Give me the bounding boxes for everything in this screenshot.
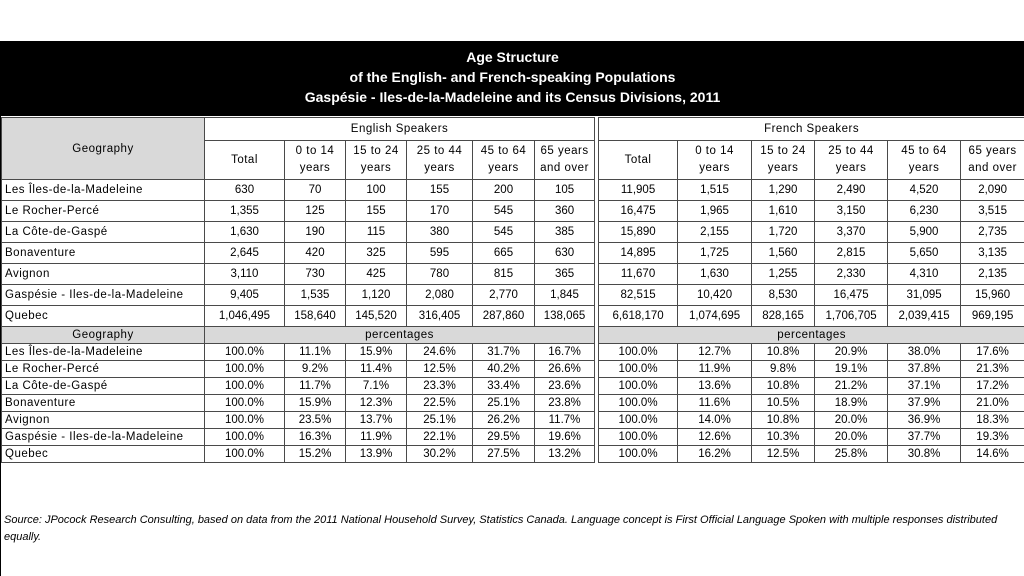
column-label-line2: years — [424, 162, 455, 174]
english-count-cell: 316,405 — [407, 306, 473, 327]
table-row — [2, 306, 1024, 327]
french-percent-cell: 25.8% — [815, 446, 888, 463]
column-label-line2: years — [835, 162, 867, 174]
french-count-cell: 1,255 — [752, 264, 815, 285]
french-count-cell: 5,900 — [888, 222, 961, 243]
english-percent-cell: 24.6% — [407, 344, 473, 361]
row-geography: Bonaventure — [2, 243, 205, 264]
column-header-en — [346, 141, 407, 180]
french-percent-cell: 100.0% — [599, 446, 678, 463]
english-percent-cell: 100.0% — [205, 412, 285, 429]
column-header-fr — [888, 141, 961, 180]
english-percent-cell: 100.0% — [205, 344, 285, 361]
french-count-cell: 828,165 — [752, 306, 815, 327]
column-label-line1: 0 to 14 — [295, 145, 335, 157]
english-speakers-header: English Speakers — [205, 118, 595, 141]
english-count-cell: 70 — [285, 180, 346, 201]
french-percent-cell: 21.2% — [815, 378, 888, 395]
french-count-cell: 3,515 — [961, 201, 1024, 222]
french-count-cell: 2,735 — [961, 222, 1024, 243]
french-percent-cell: 100.0% — [599, 412, 678, 429]
english-count-cell: 2,770 — [473, 285, 535, 306]
english-percent-cell: 16.7% — [535, 344, 595, 361]
english-count-cell: 138,065 — [535, 306, 595, 327]
english-count-cell: 170 — [407, 201, 473, 222]
english-percent-cell: 100.0% — [205, 378, 285, 395]
table-row — [2, 243, 1024, 264]
french-count-cell: 4,520 — [888, 180, 961, 201]
english-count-cell: 385 — [535, 222, 595, 243]
french-count-cell: 1,515 — [678, 180, 752, 201]
french-percent-cell: 21.3% — [961, 361, 1024, 378]
column-label-line1: 15 to 24 — [353, 145, 399, 157]
english-count-cell: 1,630 — [205, 222, 285, 243]
english-count-cell: 200 — [473, 180, 535, 201]
english-percent-cell: 33.4% — [473, 378, 535, 395]
english-count-cell: 190 — [285, 222, 346, 243]
french-percent-cell: 100.0% — [599, 378, 678, 395]
french-percent-cell: 37.1% — [888, 378, 961, 395]
french-percent-cell: 21.0% — [961, 395, 1024, 412]
row-geography: La Côte-de-Gaspé — [2, 378, 205, 395]
french-percent-cell: 37.8% — [888, 361, 961, 378]
english-percent-cell: 23.8% — [535, 395, 595, 412]
english-count-cell: 1,355 — [205, 201, 285, 222]
column-header-en — [407, 141, 473, 180]
column-label-line1: 45 to 64 — [901, 145, 947, 157]
french-count-cell: 1,706,705 — [815, 306, 888, 327]
french-count-cell: 1,290 — [752, 180, 815, 201]
french-count-cell: 2,039,415 — [888, 306, 961, 327]
english-percent-cell: 29.5% — [473, 429, 535, 446]
french-percent-cell: 12.6% — [678, 429, 752, 446]
french-percent-cell: 38.0% — [888, 344, 961, 361]
english-percent-cell: 11.7% — [535, 412, 595, 429]
age-structure-table — [1, 117, 1024, 463]
table-row — [2, 395, 1024, 412]
english-percent-cell: 11.1% — [285, 344, 346, 361]
french-percent-cell: 17.6% — [961, 344, 1024, 361]
row-geography: Avignon — [2, 412, 205, 429]
french-count-cell: 2,135 — [961, 264, 1024, 285]
french-percent-cell: 30.8% — [888, 446, 961, 463]
english-count-cell: 2,080 — [407, 285, 473, 306]
french-count-cell: 1,560 — [752, 243, 815, 264]
column-label-line2: years — [699, 162, 730, 174]
english-percent-cell: 26.2% — [473, 412, 535, 429]
title-line-3: Gaspésie - Iles-de-la-Madeleine and its Census Divisions, 2011 — [304, 89, 721, 105]
column-header-en — [285, 141, 346, 180]
english-count-cell: 665 — [473, 243, 535, 264]
french-count-cell: 11,905 — [599, 180, 678, 201]
column-label-line2: years — [299, 162, 331, 174]
french-percent-cell: 36.9% — [888, 412, 961, 429]
english-percent-cell: 23.3% — [407, 378, 473, 395]
english-percent-cell: 7.1% — [346, 378, 407, 395]
english-count-cell: 9,405 — [205, 285, 285, 306]
column-header-en — [205, 141, 285, 180]
french-percent-cell: 37.9% — [888, 395, 961, 412]
french-percent-cell: 18.3% — [961, 412, 1024, 429]
french-count-cell: 15,890 — [599, 222, 678, 243]
english-percent-cell: 22.5% — [407, 395, 473, 412]
french-percent-cell: 17.2% — [961, 378, 1024, 395]
french-percent-cell: 10.5% — [752, 395, 815, 412]
english-percent-cell: 11.4% — [346, 361, 407, 378]
column-header-fr — [961, 141, 1024, 180]
column-label-line1: 25 to 44 — [416, 145, 463, 157]
table-row — [2, 180, 1024, 201]
english-percent-cell: 11.9% — [346, 429, 407, 446]
english-count-cell: 155 — [407, 180, 473, 201]
french-count-cell: 8,530 — [752, 285, 815, 306]
english-percent-cell: 12.5% — [407, 361, 473, 378]
english-count-cell: 360 — [535, 201, 595, 222]
french-percent-cell: 10.8% — [752, 344, 815, 361]
column-header-fr — [599, 141, 678, 180]
column-label-line1: 45 to 64 — [480, 145, 527, 157]
french-count-cell: 6,230 — [888, 201, 961, 222]
french-percent-cell: 20.9% — [815, 344, 888, 361]
french-percent-header: percentages — [599, 327, 1024, 344]
column-label-line1: 15 to 24 — [760, 145, 806, 157]
english-percent-cell: 12.3% — [346, 395, 407, 412]
english-count-cell: 287,860 — [473, 306, 535, 327]
column-header-fr — [678, 141, 752, 180]
french-percent-cell: 9.8% — [752, 361, 815, 378]
english-count-cell: 545 — [473, 222, 535, 243]
english-count-cell: 420 — [285, 243, 346, 264]
english-count-cell: 380 — [407, 222, 473, 243]
english-count-cell: 2,645 — [205, 243, 285, 264]
english-percent-cell: 9.2% — [285, 361, 346, 378]
english-percent-cell: 40.2% — [473, 361, 535, 378]
french-count-cell: 3,150 — [815, 201, 888, 222]
english-count-cell: 100 — [346, 180, 407, 201]
row-geography: Les Îles-de-la-Madeleine — [2, 344, 205, 361]
english-percent-cell: 31.7% — [473, 344, 535, 361]
english-percent-cell: 100.0% — [205, 429, 285, 446]
column-header-fr — [815, 141, 888, 180]
english-count-cell: 1,120 — [346, 285, 407, 306]
column-header-fr — [752, 141, 815, 180]
english-count-cell: 115 — [346, 222, 407, 243]
row-geography: Gaspésie - Iles-de-la-Madeleine — [2, 429, 205, 446]
french-percent-cell: 18.9% — [815, 395, 888, 412]
french-count-cell: 1,720 — [752, 222, 815, 243]
table-row — [2, 344, 1024, 361]
english-percent-cell: 26.6% — [535, 361, 595, 378]
french-count-cell: 3,135 — [961, 243, 1024, 264]
table-row — [2, 222, 1024, 243]
french-count-cell: 16,475 — [815, 285, 888, 306]
row-geography: Bonaventure — [2, 395, 205, 412]
french-percent-cell: 37.7% — [888, 429, 961, 446]
french-percent-cell: 11.6% — [678, 395, 752, 412]
english-percent-cell: 13.2% — [535, 446, 595, 463]
table-row — [2, 429, 1024, 446]
french-percent-cell: 16.2% — [678, 446, 752, 463]
geography-header-percent: Geography — [2, 327, 205, 344]
english-percent-cell: 15.2% — [285, 446, 346, 463]
column-label-line2: years — [767, 162, 799, 174]
source-note: Source: JPocock Research Consulting, based on data from the 2011 National Household Survey, Statistics Canada. Language concept is First Official Language Spoken with multiple responses distributed equally. — [4, 514, 998, 543]
row-geography: La Côte-de-Gaspé — [2, 222, 205, 243]
english-count-cell: 630 — [205, 180, 285, 201]
title-line-1: Age Structure — [466, 49, 559, 65]
french-count-cell: 3,370 — [815, 222, 888, 243]
english-percent-cell: 22.1% — [407, 429, 473, 446]
english-count-cell: 780 — [407, 264, 473, 285]
english-percent-cell: 25.1% — [407, 412, 473, 429]
percent-header-row — [2, 327, 1024, 344]
french-percent-cell: 10.8% — [752, 412, 815, 429]
french-percent-cell: 100.0% — [599, 344, 678, 361]
english-count-cell: 545 — [473, 201, 535, 222]
french-percent-cell: 100.0% — [599, 395, 678, 412]
column-label-line1: 0 to 14 — [695, 145, 734, 157]
french-count-cell: 10,420 — [678, 285, 752, 306]
row-geography: Le Rocher-Percé — [2, 361, 205, 378]
french-percent-cell: 14.0% — [678, 412, 752, 429]
english-percent-header: percentages — [205, 327, 595, 344]
column-label-line1: Total — [231, 153, 258, 166]
english-count-cell: 105 — [535, 180, 595, 201]
column-label-line2: and over — [540, 162, 589, 174]
column-label-line1: 65 years — [540, 145, 589, 157]
slide — [0, 41, 1024, 576]
english-count-cell: 3,110 — [205, 264, 285, 285]
french-percent-cell: 19.3% — [961, 429, 1024, 446]
english-count-cell: 145,520 — [346, 306, 407, 327]
english-percent-cell: 100.0% — [205, 361, 285, 378]
french-percent-cell: 11.9% — [678, 361, 752, 378]
french-count-cell: 1,725 — [678, 243, 752, 264]
column-label-line2: years — [908, 162, 940, 174]
row-geography: Le Rocher-Percé — [2, 201, 205, 222]
english-percent-cell: 13.9% — [346, 446, 407, 463]
english-percent-cell: 13.7% — [346, 412, 407, 429]
english-count-cell: 125 — [285, 201, 346, 222]
table-row — [2, 201, 1024, 222]
column-header-en — [535, 141, 595, 180]
english-count-cell: 630 — [535, 243, 595, 264]
french-count-cell: 4,310 — [888, 264, 961, 285]
french-count-cell: 6,618,170 — [599, 306, 678, 327]
english-percent-cell: 23.6% — [535, 378, 595, 395]
column-label-line1: Total — [624, 153, 652, 166]
french-count-cell: 1,610 — [752, 201, 815, 222]
english-count-cell: 365 — [535, 264, 595, 285]
french-percent-cell: 10.3% — [752, 429, 815, 446]
french-percent-cell: 13.6% — [678, 378, 752, 395]
row-geography: Avignon — [2, 264, 205, 285]
english-percent-cell: 30.2% — [407, 446, 473, 463]
row-geography: Les Îles-de-la-Madeleine — [2, 180, 205, 201]
french-percent-cell: 100.0% — [599, 361, 678, 378]
french-count-cell: 2,490 — [815, 180, 888, 201]
table-title — [1, 42, 1024, 116]
table-row — [2, 361, 1024, 378]
english-percent-cell: 19.6% — [535, 429, 595, 446]
english-count-cell: 815 — [473, 264, 535, 285]
english-count-cell: 1,535 — [285, 285, 346, 306]
english-percent-cell: 11.7% — [285, 378, 346, 395]
english-count-cell: 325 — [346, 243, 407, 264]
french-percent-cell: 12.5% — [752, 446, 815, 463]
english-count-cell: 730 — [285, 264, 346, 285]
english-count-cell: 155 — [346, 201, 407, 222]
french-percent-cell: 100.0% — [599, 429, 678, 446]
english-percent-cell: 100.0% — [205, 446, 285, 463]
french-count-cell: 2,155 — [678, 222, 752, 243]
french-count-cell: 14,895 — [599, 243, 678, 264]
french-count-cell: 969,195 — [961, 306, 1024, 327]
english-percent-cell: 16.3% — [285, 429, 346, 446]
english-count-cell: 595 — [407, 243, 473, 264]
english-count-cell: 425 — [346, 264, 407, 285]
french-count-cell: 1,074,695 — [678, 306, 752, 327]
french-count-cell: 82,515 — [599, 285, 678, 306]
table-row — [2, 378, 1024, 395]
row-geography: Quebec — [2, 306, 205, 327]
french-count-cell: 5,650 — [888, 243, 961, 264]
english-percent-cell: 23.5% — [285, 412, 346, 429]
english-count-cell: 158,640 — [285, 306, 346, 327]
table-row — [2, 412, 1024, 429]
column-label-line2: years — [488, 162, 519, 174]
header-row-groups — [2, 118, 1024, 141]
french-count-cell: 31,095 — [888, 285, 961, 306]
english-percent-cell: 100.0% — [205, 395, 285, 412]
french-count-cell: 2,090 — [961, 180, 1024, 201]
row-geography: Quebec — [2, 446, 205, 463]
french-percent-cell: 12.7% — [678, 344, 752, 361]
french-percent-cell: 19.1% — [815, 361, 888, 378]
french-percent-cell: 10.8% — [752, 378, 815, 395]
english-percent-cell: 25.1% — [473, 395, 535, 412]
french-count-cell: 11,670 — [599, 264, 678, 285]
french-percent-cell: 20.0% — [815, 429, 888, 446]
english-percent-cell: 15.9% — [346, 344, 407, 361]
french-count-cell: 2,330 — [815, 264, 888, 285]
column-header-en — [473, 141, 535, 180]
title-line-2: of the English- and French-speaking Populations — [349, 69, 676, 85]
column-label-line2: and over — [968, 162, 1017, 174]
english-count-cell: 1,046,495 — [205, 306, 285, 327]
french-count-cell: 1,965 — [678, 201, 752, 222]
row-geography: Gaspésie - Iles-de-la-Madeleine — [2, 285, 205, 306]
english-percent-cell: 27.5% — [473, 446, 535, 463]
french-count-cell: 1,630 — [678, 264, 752, 285]
french-speakers-header: French Speakers — [599, 118, 1024, 141]
column-label-line1: 65 years — [968, 145, 1017, 157]
table-row — [2, 285, 1024, 306]
column-label-line2: years — [360, 162, 392, 174]
french-percent-cell: 14.6% — [961, 446, 1024, 463]
french-count-cell: 2,815 — [815, 243, 888, 264]
english-percent-cell: 15.9% — [285, 395, 346, 412]
french-percent-cell: 20.0% — [815, 412, 888, 429]
english-count-cell: 1,845 — [535, 285, 595, 306]
column-label-line1: 25 to 44 — [828, 145, 874, 157]
french-count-cell: 16,475 — [599, 201, 678, 222]
geography-header: Geography — [2, 118, 205, 180]
table-row — [2, 264, 1024, 285]
french-count-cell: 15,960 — [961, 285, 1024, 306]
table-row — [2, 446, 1024, 463]
